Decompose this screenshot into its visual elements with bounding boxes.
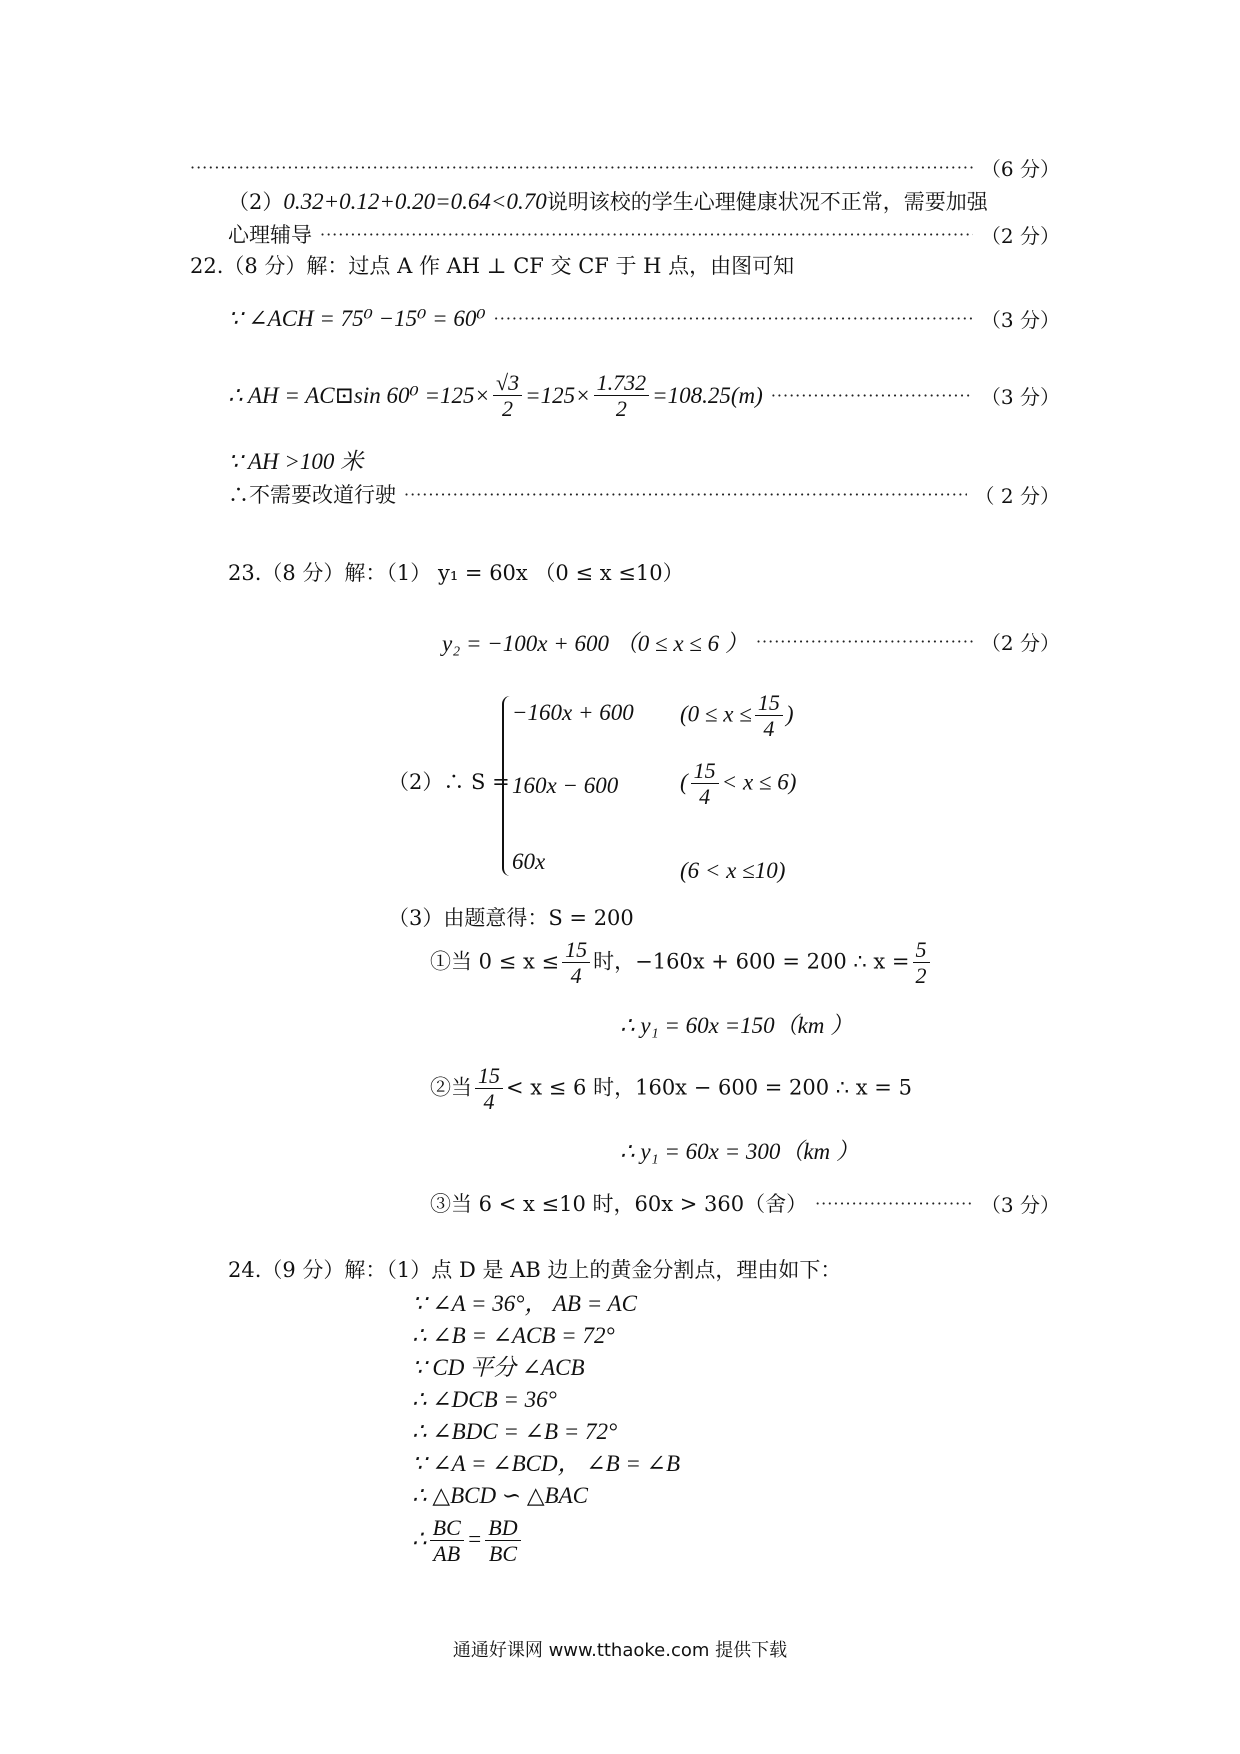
q22-line3: ∵ AH >100 米	[228, 449, 364, 474]
q23-case2: ②当 $\frac{15}{4}$ < x ≤ 6 时，160x − 600 = 200 ∴ x = 5	[430, 1063, 912, 1115]
fraction: $\frac{1.732}{2}$	[594, 370, 650, 422]
score-label: （6 分）	[980, 157, 1060, 181]
q24-step: ∴ ∠BDC = ∠B = 72°	[412, 1419, 618, 1444]
q24-step: ∵ CD 平分 ∠ACB	[412, 1355, 585, 1380]
page-footer: 通通好课网 www.tthaoke.com 提供下载	[452, 1640, 788, 1661]
leader-dots	[494, 309, 973, 328]
leader-dots	[771, 386, 973, 405]
q23-part2-label: （2）∴ S =	[388, 770, 510, 794]
q23-case1-result: ∴ y₁ = 60x =150（km ）	[620, 1013, 854, 1038]
q22-line4: ∴不需要改道行驶 ····· （ 2 分）	[228, 479, 1060, 509]
case1-condition: (0 ≤ x ≤ $\frac{15}{4}$ )	[680, 690, 794, 742]
q23-part3-header: （3）由题意得：S = 200	[388, 906, 634, 930]
fraction: $\frac{BC}{AB}$	[430, 1515, 464, 1567]
case3-condition: (6 < x ≤10)	[680, 858, 786, 883]
q22-header: 22.（8 分）解：过点 A 作 AH ⊥ CF 交 CF 于 H 点，由图可知	[190, 254, 795, 278]
fraction: $\frac{√3}{2}$	[493, 370, 522, 422]
leader-dots	[320, 225, 973, 244]
q22-line2: ∴ AH = AC⊡sin 60⁰ =125× $\frac{√3}{2}$ =125× $\frac{1.732}{2}$ =108.25(m) ····· （3 分）	[228, 370, 1060, 422]
fraction: $\frac{15}{4}$	[755, 690, 783, 742]
fraction: $\frac{15}{4}$	[691, 758, 719, 810]
fraction: $\frac{BD}{BC}$	[485, 1515, 520, 1567]
q24-ratio: ∴ $\frac{BC}{AB}$ = $\frac{BD}{BC}$	[412, 1515, 524, 1567]
q23-case2-result: ∴ y₁ = 60x = 300（km ）	[620, 1139, 859, 1164]
q24-step: ∵ ∠A = 36°， AB = AC	[412, 1291, 637, 1316]
q24-step: ∵ ∠A = ∠BCD， ∠B = ∠B	[412, 1451, 680, 1476]
case2-expression: 160x − 600	[512, 773, 619, 798]
case3-expression: 60x	[512, 849, 546, 874]
q23-case3: ③当 6 < x ≤10 时，60x > 360（舍） ····· （3 分）	[430, 1188, 1060, 1218]
q23-case1: ①当 0 ≤ x ≤ $\frac{15}{4}$ 时，−160x + 600 = 200 ∴ x = $\frac{5}{2}$	[430, 937, 933, 989]
q24-step: ∴ ∠B = ∠ACB = 72°	[412, 1323, 615, 1348]
fraction: $\frac{15}{4}$	[562, 937, 590, 989]
q23-y2-line: y₂ = −100x + 600 （0 ≤ x ≤ 6 ） ····· （2 分）	[442, 625, 1060, 658]
leader-dots	[815, 1194, 973, 1213]
q21-part2-line: （2）0.32+0.12+0.20=0.64<0.70说明该校的学生心理健康状况不正常，需要加强	[228, 189, 988, 214]
leader-dots	[756, 632, 973, 651]
q24-step: ∴ △BCD ∽ △BAC	[412, 1483, 588, 1508]
q21-part2-line2: 心理辅导 ····· （2 分）	[228, 219, 1060, 249]
case2-condition: ( $\frac{15}{4}$ < x ≤ 6)	[680, 758, 797, 810]
fraction: $\frac{5}{2}$	[913, 937, 930, 989]
leader-dots	[190, 158, 973, 177]
fraction: $\frac{15}{4}$	[475, 1063, 503, 1115]
case1-expression: −160x + 600	[512, 700, 634, 725]
q23-header: 23.（8 分）解：（1） y₁ = 60x （0 ≤ x ≤10）	[228, 561, 684, 585]
leader-dots	[404, 485, 967, 504]
piecewise-brace	[502, 696, 512, 876]
q24-step: ∴ ∠DCB = 36°	[412, 1387, 557, 1412]
q24-header: 24.（9 分）解：（1）点 D 是 AB 边上的黄金分割点，理由如下：	[228, 1258, 842, 1282]
dotted-score-line	[190, 153, 1060, 182]
q22-line1: ∵ ∠ACH = 75⁰ −15⁰ = 60⁰ ····· （3 分）	[228, 304, 1060, 333]
